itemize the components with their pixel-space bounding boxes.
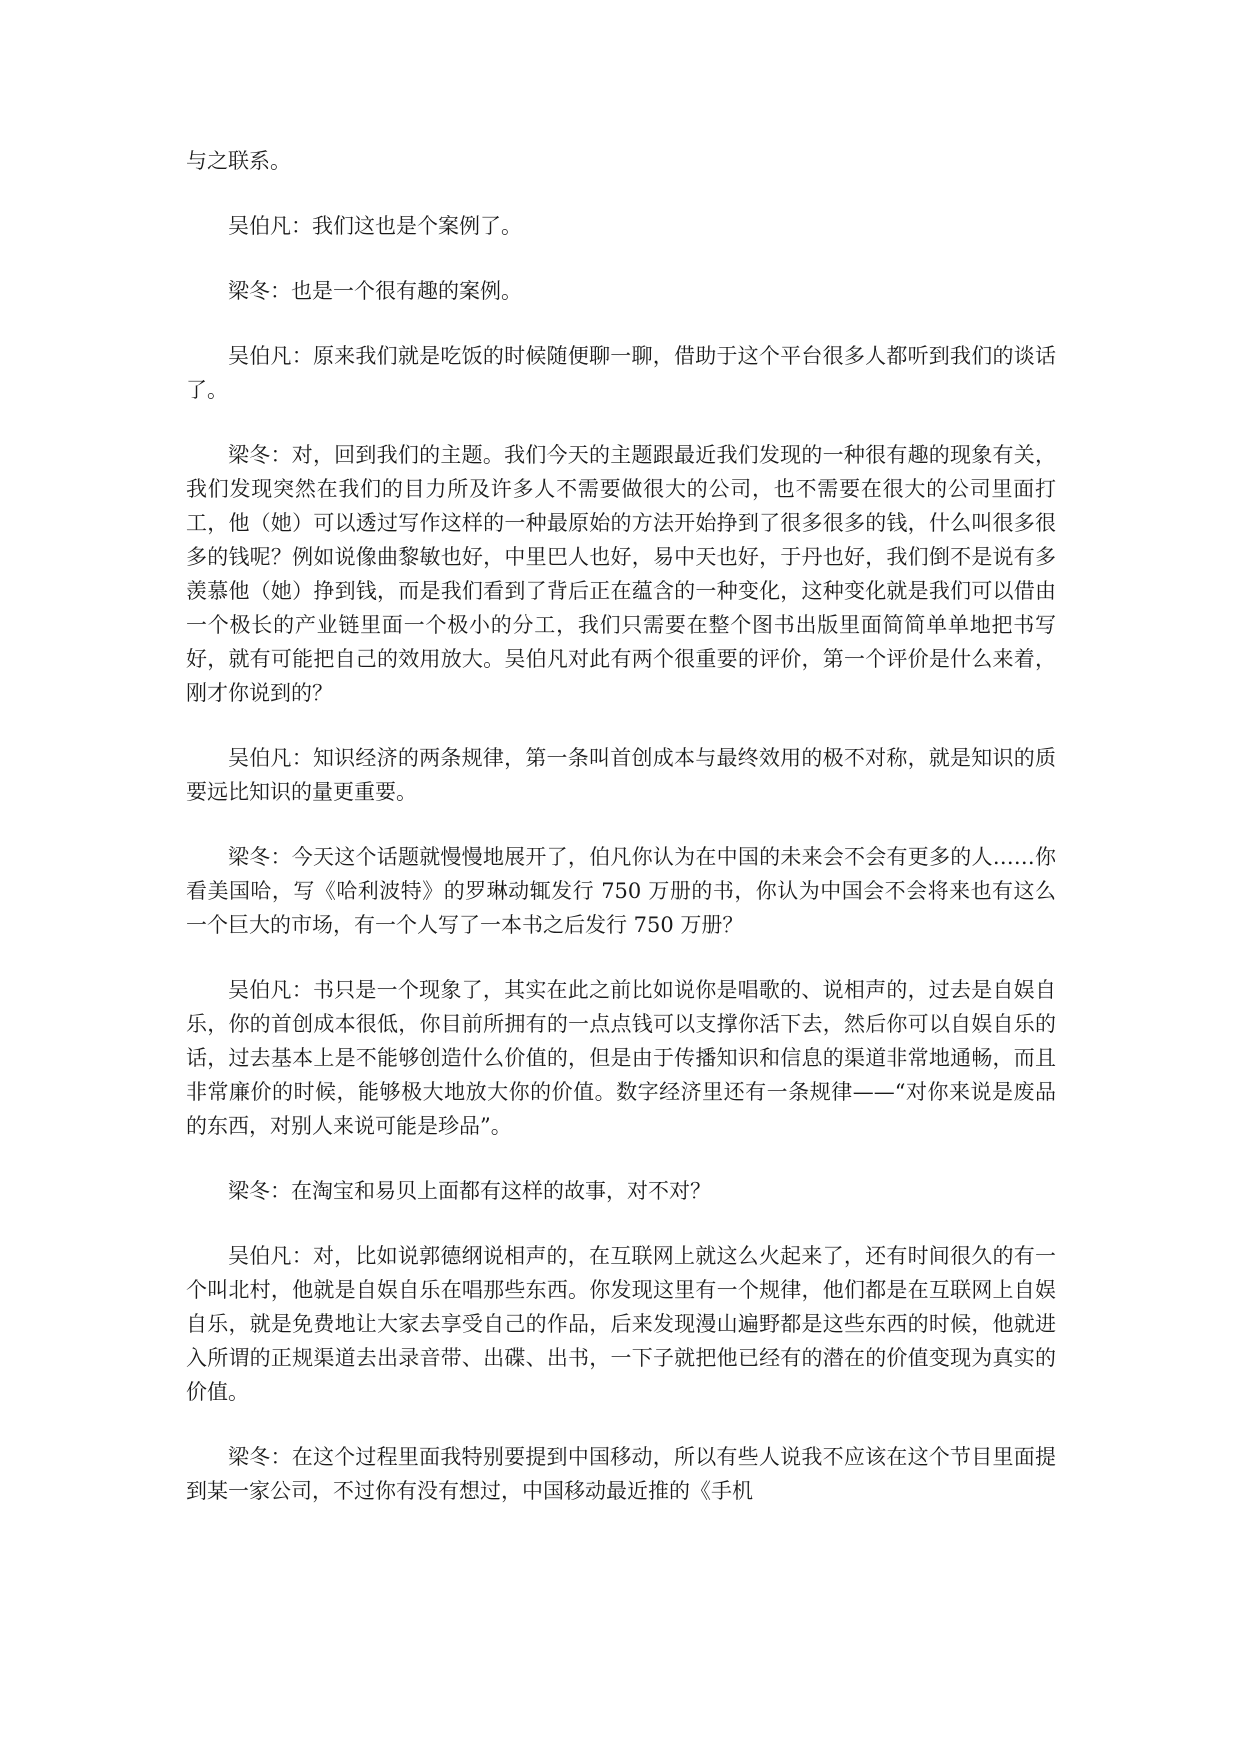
paragraph: 吴伯凡：我们这也是个案例了。 <box>228 214 522 238</box>
paragraph: 与之联系。 <box>186 149 291 173</box>
paragraph: 吴伯凡：知识经济的两条规律，第一条叫首创成本与最终效用的极不对称，就是知识的质要远比知识的量更重要。 <box>186 746 1056 804</box>
paragraph: 梁冬：对，回到我们的主题。我们今天的主题跟最近我们发现的一种很有趣的现象有关，我们发现突然在我们的目力所及许多人不需要做很大的公司，也不需要在很大的公司里面打工，他（她）可以透过写作这样的一种最原始的方法开始挣到了很多很多的钱，什么叫很多很多的钱呢？例如说像曲黎敏也好，中里巴人也好，易中天也好，于丹也好，我们倒不是说有多羡慕他（她）挣到钱，而是我们看到了背后正在蕴含的一种变化，这种变化就是我们可以借由一个极长的产业链里面一个极小的分工，我们只需要在整个图书出版里面简简单单地把书写好，就有可能把自己的效用放大。吴伯凡对此有两个很重要的评价，第一个评价是什么来着，刚才你说到的？ <box>186 443 1056 705</box>
paragraph: 吴伯凡：书只是一个现象了，其实在此之前比如说你是唱歌的、说相声的，过去是自娱自乐，你的首创成本很低，你目前所拥有的一点点钱可以支撑你活下去，然后你可以自娱自乐的话，过去基本上是不能够创造什么价值的，但是由于传播知识和信息的渠道非常地通畅，而且非常廉价的时候，能够极大地放大你的价值。数字经济里还有一条规律——“对你来说是废品的东西，对别人来说可能是珍品”。 <box>186 978 1056 1138</box>
paragraph: 梁冬：今天这个话题就慢慢地展开了，伯凡你认为在中国的未来会不会有更多的人……你看美国哈，写《哈利波特》的罗琳动辄发行 750 万册的书，你认为中国会不会将来也有这么一个巨大的市场，有一个人写了一本书之后发行 750 万册？ <box>186 845 1056 937</box>
paragraph: 梁冬：也是一个很有趣的案例。 <box>228 279 522 303</box>
paragraph: 吴伯凡：原来我们就是吃饭的时候随便聊一聊，借助于这个平台很多人都听到我们的谈话了。 <box>186 344 1056 402</box>
paragraph: 梁冬：在这个过程里面我特别要提到中国移动，所以有些人说我不应该在这个节目里面提到某一家公司，不过你有没有想过，中国移动最近推的《手机 <box>186 1445 1056 1503</box>
document-body <box>186 144 1056 1539</box>
paragraph: 吴伯凡：对，比如说郭德纲说相声的，在互联网上就这么火起来了，还有时间很久的有一个叫北村，他就是自娱自乐在唱那些东西。你发现这里有一个规律，他们都是在互联网上自娱自乐，就是免费地让大家去享受自己的作品，后来发现漫山遍野都是这些东西的时候，他就进入所谓的正规渠道去出录音带、出碟、出书，一下子就把他已经有的潜在的价值变现为真实的价值。 <box>186 1244 1056 1404</box>
paragraph: 梁冬：在淘宝和易贝上面都有这样的故事，对不对？ <box>228 1179 711 1203</box>
